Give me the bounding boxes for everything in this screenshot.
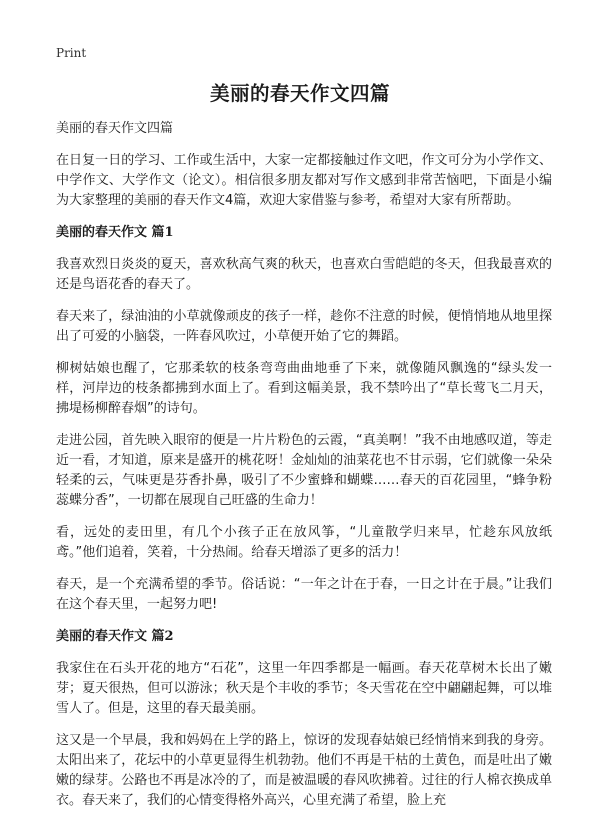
document-body (56, 119, 552, 823)
intro-paragraph: 在日复一日的学习、工作或生活中，大家一定都接触过作文吧，作文可分为小学作文、中学作文、大学作文（论文）。相信很多朋友都对写作文感到非常苦恼吧，下面是小编为大家整理的美丽的春天作文4篇，欢迎大家借鉴与参考，希望对大家有所帮助。 (56, 153, 552, 208)
paragraph: 春天来了，绿油油的小草就像顽皮的孩子一样，趁你不注意的时候，便悄悄地从地里探出了可爱的小脑袋，一阵春风吹过，小草便开始了它的舞蹈。 (56, 309, 552, 344)
essay-section-2 (56, 627, 552, 811)
section-heading-text: 美丽的春天作文 篇 (56, 225, 165, 240)
paragraph: 看，远处的麦田里，有几个小孩子正在放风筝，“儿童散学归来早，忙趁东风放纸鸢。”他们追着，笑着，十分热闹。给春天增添了更多的活力！ (56, 525, 552, 560)
paragraph: 走进公园，首先映入眼帘的便是一片片粉色的云霞，“真美啊！”我不由地感叹道，等走近一看，才知道，原来是盛开的桃花呀！金灿灿的油菜花也不甘示弱，它们就像一朵朵轻柔的云，气味更是芬香扑鼻，吸引了不少蜜蜂和蝴蝶……春天的百花园里，“蜂争粉蕊蝶分香”，一切都在展现自己旺盛的生命力！ (56, 433, 552, 508)
paragraph: 我家住在石头开花的地方“石花”，这里一年四季都是一幅画。春天花草树木长出了嫩芽；夏天很热，但可以游泳；秋天是个丰收的季节；冬天雪花在空中翩翩起舞，可以堆雪人了。但是，这里的春天最美丽。 (56, 661, 552, 716)
section-heading-text: 美丽的春天作文 篇 (56, 629, 165, 644)
section-number: 1 (164, 225, 174, 240)
section-heading (56, 627, 552, 647)
document-title: 美丽的春天作文四篇 (209, 82, 390, 105)
paragraph: 春天，是一个充满希望的季节。俗话说：“一年之计在于春，一日之计在于晨。”让我们在这个春天里，一起努力吧! (56, 577, 552, 612)
section-heading (56, 223, 552, 243)
print-link[interactable]: Print (56, 46, 87, 60)
document-subtitle: 美丽的春天作文四篇 (56, 121, 174, 136)
paragraph: 我喜欢烈日炎炎的夏天，喜欢秋高气爽的秋天，也喜欢白雪皑皑的冬天，但我最喜欢的还是鸟语花香的春天了。 (56, 257, 552, 292)
paragraph: 柳树姑娘也醒了，它那柔软的枝条弯弯曲曲地垂了下来，就像随风飘逸的“绿头发一样，河岸边的枝条都拂到水面上了。看到这幅美景，我不禁吟出了“草长莺飞二月天，拂堤杨柳醉春烟”的诗句。 (56, 361, 552, 416)
paragraph: 这又是一个早晨，我和妈妈在上学的路上，惊讶的发现春姑娘已经悄悄来到我的身旁。太阳出来了，花坛中的小草更显得生机勃勃。他们不再是干枯的土黄色，而是吐出了嫩嫩的绿芽。公路也不再是冰冷的了，而是被温暖的春风吹拂着。过往的行人棉衣换成单衣。春天来了，我们的心情变得格外高兴，心里充满了希望，脸上充 (56, 733, 552, 808)
essay-section-1 (56, 223, 552, 615)
section-number: 2 (164, 629, 174, 644)
